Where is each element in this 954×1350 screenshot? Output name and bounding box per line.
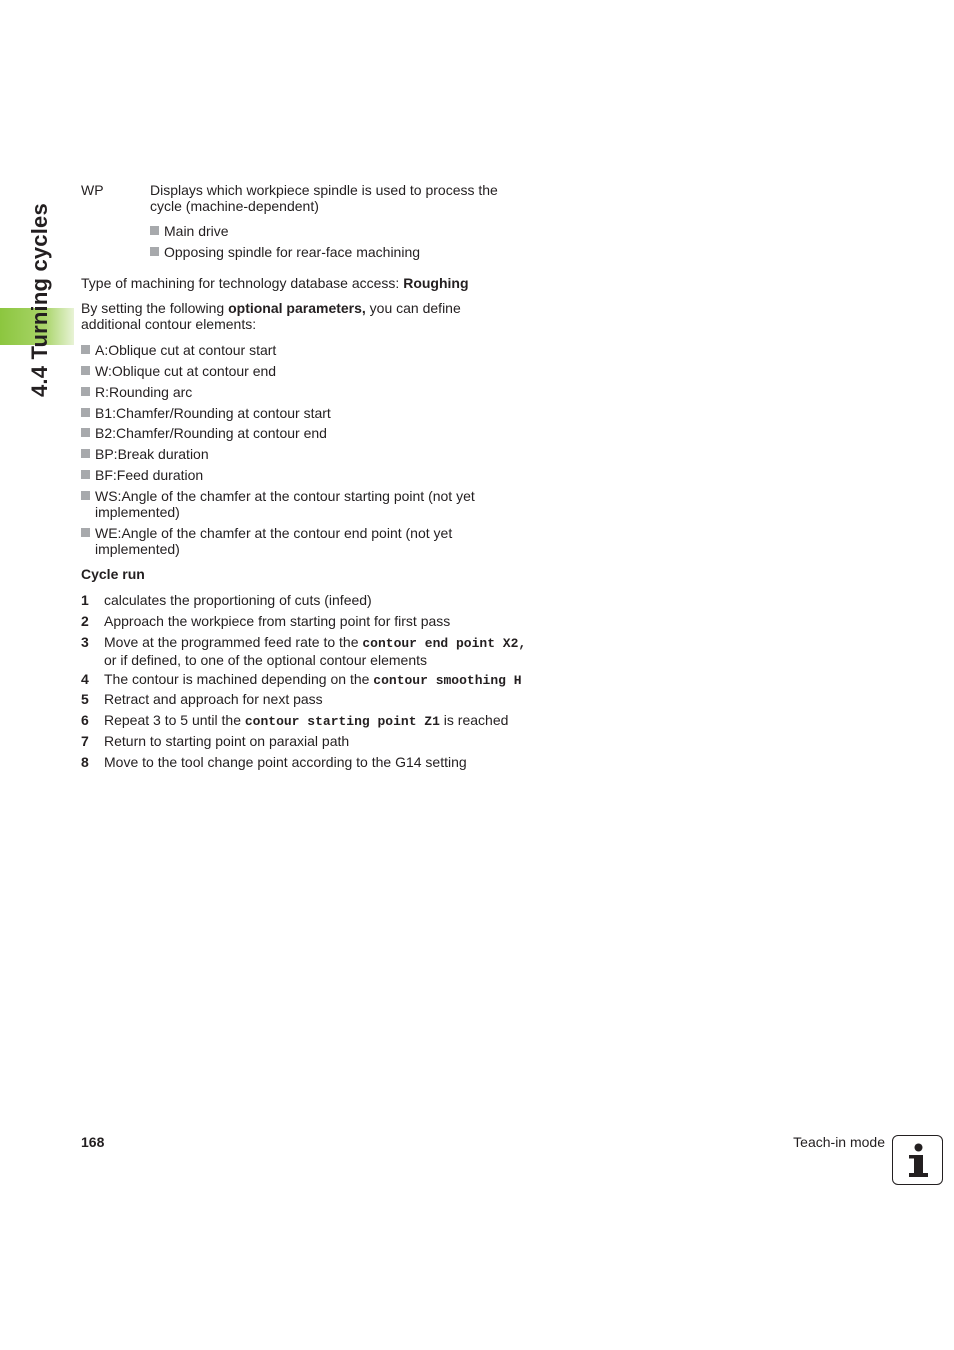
list-item: R:Rounding arc (81, 384, 505, 400)
optional-params-intro: By setting the following optional parameters, you can define additional contour elements: (81, 300, 461, 332)
footer-section-label: Teach-in mode (793, 1134, 885, 1150)
square-bullet-icon (81, 428, 90, 437)
cycle-step: 5 Retract and approach for next pass (81, 691, 323, 707)
code-term: contour smoothing H (373, 673, 522, 688)
info-glyph-icon (893, 1136, 943, 1185)
machining-type-value: Roughing (403, 275, 469, 291)
list-item: WE:Angle of the chamfer at the contour end point (not yet implemented) (81, 525, 505, 557)
square-bullet-icon (81, 366, 90, 375)
square-bullet-icon (150, 247, 159, 256)
cycle-step: 4 The contour is machined depending on the contour smoothing H (81, 671, 522, 688)
cycle-step: 7 Return to starting point on paraxial path (81, 733, 350, 749)
square-bullet-icon (81, 345, 90, 354)
square-bullet-icon (81, 387, 90, 396)
cycle-step: 6 Repeat 3 to 5 until the contour starting point Z1 is reached (81, 712, 509, 729)
square-bullet-icon (81, 528, 90, 537)
list-item: Opposing spindle for rear-face machining (150, 244, 574, 260)
list-item: A:Oblique cut at contour start (81, 342, 505, 358)
cycle-step: 1 calculates the proportioning of cuts (infeed) (81, 592, 372, 608)
list-item: BP:Break duration (81, 446, 505, 462)
list-item: WS:Angle of the chamfer at the contour starting point (not yet implemented) (81, 488, 505, 520)
cycle-step: 8 Move to the tool change point according to the G14 setting (81, 754, 467, 770)
code-term: contour end point X2, (362, 636, 527, 651)
wp-parameter-description: Displays which workpiece spindle is used to process the cycle (machine-dependent) (150, 182, 498, 214)
cycle-run-heading: Cycle run (81, 566, 145, 582)
list-item: W:Oblique cut at contour end (81, 363, 505, 379)
list-item: BF:Feed duration (81, 467, 505, 483)
square-bullet-icon (81, 408, 90, 417)
square-bullet-icon (81, 470, 90, 479)
page-number: 168 (81, 1134, 105, 1150)
square-bullet-icon (150, 226, 159, 235)
list-item: B2:Chamfer/Rounding at contour end (81, 425, 505, 441)
list-item: B1:Chamfer/Rounding at contour start (81, 405, 505, 421)
machining-type-line: Type of machining for technology database access: Roughing (81, 275, 469, 291)
square-bullet-icon (81, 449, 90, 458)
square-bullet-icon (81, 491, 90, 500)
cycle-step: 2 Approach the workpiece from starting point for first pass (81, 613, 451, 629)
code-term: contour starting point Z1 (244, 714, 440, 729)
list-item: Main drive (150, 223, 574, 239)
cycle-step: 3 Move at the programmed feed rate to the contour end point X2, or if defined, to one of the optional contour elements (81, 634, 527, 668)
info-icon (892, 1135, 943, 1185)
section-title-vertical: 4.4 Turning cycles (27, 203, 52, 397)
wp-parameter-key: WP (81, 182, 104, 198)
